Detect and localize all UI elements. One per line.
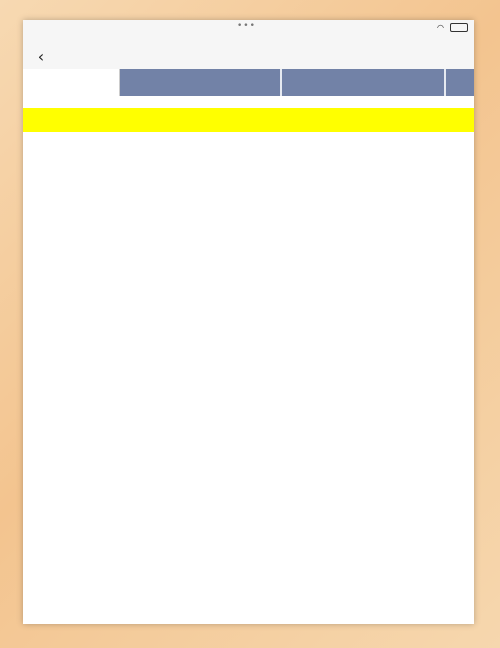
device-screen [23,20,474,624]
back-chevron-icon[interactable]: ‹ [37,47,45,66]
grid-lines [23,103,474,624]
sheet-tabs [23,69,474,96]
wifi-icon: ◠ [437,23,444,32]
header-row-fill [23,108,474,132]
tab-sop[interactable] [23,69,120,96]
status-right [437,23,468,32]
tab-product-understanding[interactable] [282,69,446,96]
status-bar [23,20,474,38]
battery-icon [450,23,468,32]
spreadsheet-grid[interactable] [23,103,474,624]
status-time [26,24,31,33]
tab-3[interactable] [446,69,474,96]
tab-listing-analysis[interactable] [120,69,282,96]
multitask-dots-icon[interactable]: ••• [237,21,256,31]
